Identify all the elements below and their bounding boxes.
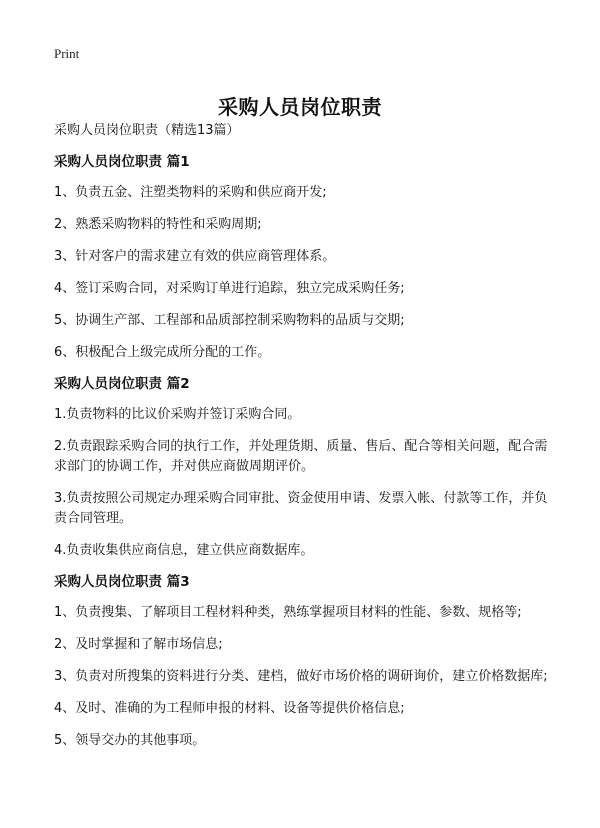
document-content xyxy=(54,122,554,763)
section-item: 1、负责五金、注塑类物料的采购和供应商开发; xyxy=(54,185,327,200)
section-item: 2、熟悉采购物料的特性和采购周期; xyxy=(54,217,262,232)
section-item: 4、及时、准确的为工程师申报的材料、设备等提供价格信息; xyxy=(54,701,405,716)
section-item: 2.负责跟踪采购合同的执行工作，并处理货期、质量、售后、配合等相关问题，配合需求部门的协调工作，并对供应商做周期评价。 xyxy=(54,439,548,474)
section-title: 采购人员岗位职责 篇2 xyxy=(54,376,190,392)
print-label: Print xyxy=(54,46,80,61)
section-1 xyxy=(54,153,554,363)
section-item: 3、负责对所搜集的资料进行分类、建档，做好市场价格的调研询价，建立价格数据库; xyxy=(54,669,548,684)
document-intro: 采购人员岗位职责（精选13篇） xyxy=(54,123,240,138)
section-item: 5、协调生产部、工程部和品质部控制采购物料的品质与交期; xyxy=(54,313,405,328)
section-3 xyxy=(54,573,554,751)
section-item: 3.负责按照公司规定办理采购合同审批、资金使用申请、发票入帐、付款等工作，并负责合同管理。 xyxy=(54,491,548,526)
section-item: 2、及时掌握和了解市场信息; xyxy=(54,637,223,652)
section-2 xyxy=(54,375,554,561)
section-item: 4、签订采购合同，对采购订单进行追踪，独立完成采购任务; xyxy=(54,281,405,296)
section-item: 4.负责收集供应商信息，建立供应商数据库。 xyxy=(54,543,314,558)
section-item: 3、针对客户的需求建立有效的供应商管理体系。 xyxy=(54,249,336,264)
section-item: 6、积极配合上级完成所分配的工作。 xyxy=(54,345,271,360)
section-title: 采购人员岗位职责 篇3 xyxy=(54,574,190,590)
document-title: 采购人员岗位职责 xyxy=(218,95,382,120)
section-item: 5、领导交办的其他事项。 xyxy=(54,733,206,748)
section-title: 采购人员岗位职责 篇1 xyxy=(54,154,190,170)
section-item: 1.负责物料的比议价采购并签订采购合同。 xyxy=(54,407,301,422)
section-item: 1、负责搜集、了解项目工程材料种类，熟练掌握项目材料的性能、参数、规格等; xyxy=(54,605,522,620)
